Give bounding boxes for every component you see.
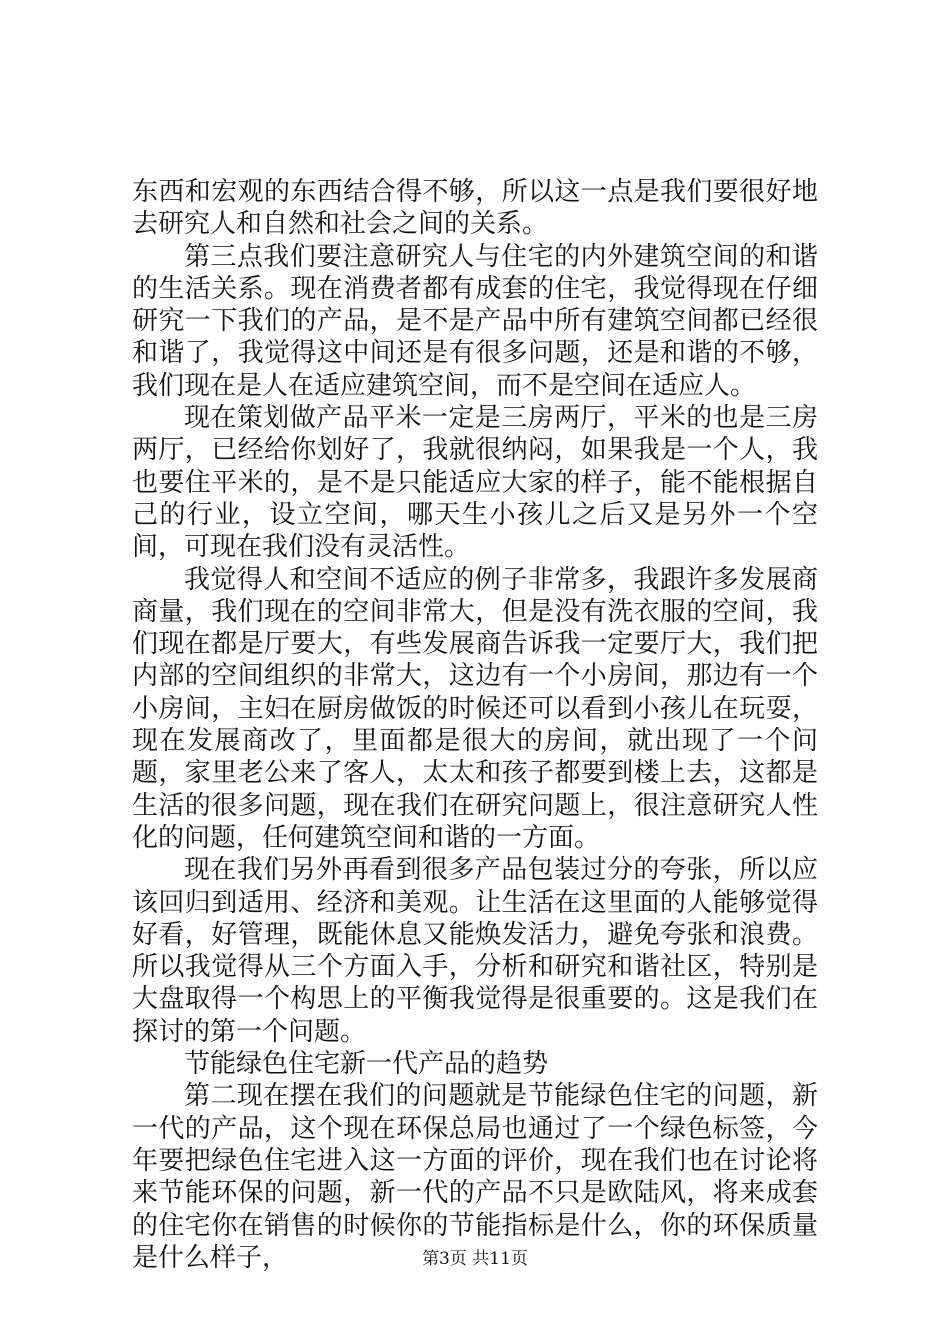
paragraph-packaging: 现在我们另外再看到很多产品包装过分的夸张，所以应该回归到适用、经济和美观。让生活在这里面的人能够觉得好看，好管理，既能休息又能焕发活力，避免夸张和浪费。所以我觉得从三个方面入手，分析和研究和谐社区，特别是大盘取得一个构思上的平衡我觉得是很重要的。这是我们在探讨的第一个问题。 <box>132 855 818 1047</box>
body-text <box>132 176 818 1274</box>
paragraph-third-point: 第三点我们要注意研究人与住宅的内外建筑空间的和谐的生活关系。现在消费者都有成套的住宅，我觉得现在仔细研究一下我们的产品，是不是产品中所有建筑空间都已经很和谐了，我觉得这中间还是有很多问题，还是和谐的不够，我们现在是人在适应建筑空间，而不是空间在适应人。 <box>132 241 818 401</box>
page-footer: 第3页 共11页 <box>422 1249 528 1269</box>
paragraph-space-examples: 我觉得人和空间不适应的例子非常多，我跟许多发展商商量，我们现在的空间非常大，但是没有洗衣服的空间，我们现在都是厅要大，有些发展商告诉我一定要厅大，我们把内部的空间组织的非常大，这边有一个小房间，那边有一个小房间，主妇在厨房做饭的时候还可以看到小孩儿在玩耍，现在发展商改了，里面都是很大的房间，就出现了一个问题，家里老公来了客人，太太和孩子都要到楼上去，这都是生活的很多问题，现在我们在研究问题上，很注意研究人性化的问题，任何建筑空间和谐的一方面。 <box>132 564 818 853</box>
paragraph-green-housing: 第二现在摆在我们的问题就是节能绿色住宅的问题，新一代的产品，这个现在环保总局也通过了一个绿色标签，今年要把绿色住宅进入这一方面的评价，现在我们也在讨论将来节能环保的问题，新一代的产品不只是欧陆风，将来成套的住宅你在销售的时候你的节能指标是什么，你的环保质量是什么样子， <box>132 1081 818 1273</box>
paragraph-continued: 东西和宏观的东西结合得不够，所以这一点是我们要很好地去研究人和自然和社会之间的关系。 <box>132 177 818 240</box>
section-heading: 节能绿色住宅新一代产品的趋势 <box>184 1049 549 1080</box>
paragraph-planning: 现在策划做产品平米一定是三房两厅，平米的也是三房两厅，已经给你划好了，我就很纳闷，如果我是一个人，我也要住平米的，是不是只能适应大家的样子，能不能根据自己的行业，设立空间，哪天生小孩儿之后又是另外一个空间，可现在我们没有灵活性。 <box>132 403 818 563</box>
